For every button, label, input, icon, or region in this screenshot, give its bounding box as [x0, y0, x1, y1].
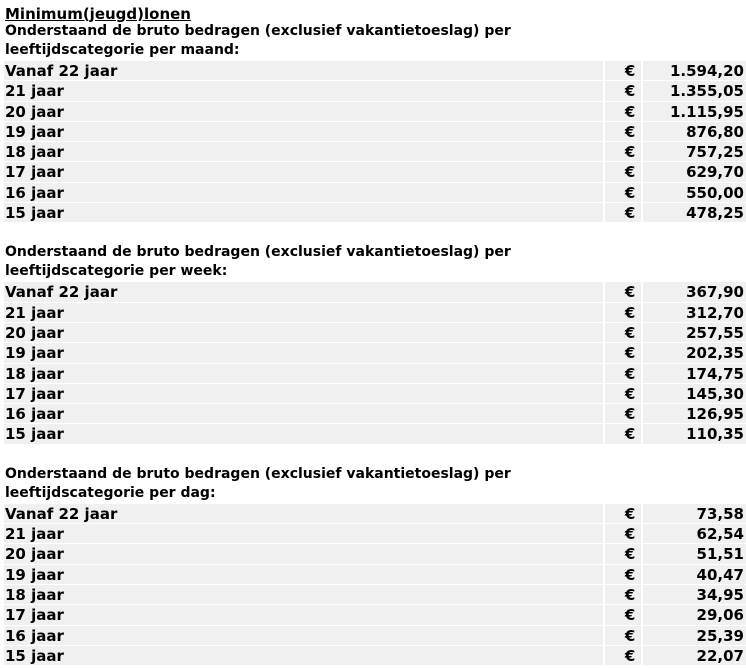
- amount-cell: 29,06: [643, 604, 746, 624]
- amount-cell: 757,25: [643, 141, 746, 161]
- table-row: [4, 182, 746, 202]
- wage-table: [4, 60, 746, 222]
- currency-cell: €: [605, 383, 641, 403]
- table-row: [4, 423, 746, 443]
- amount-cell: 1.115,95: [643, 101, 746, 121]
- currency-cell: €: [605, 281, 641, 301]
- amount-cell: 110,35: [643, 423, 746, 443]
- age-cell: Vanaf 22 jaar: [4, 60, 603, 80]
- age-cell: 18 jaar: [4, 584, 603, 604]
- currency-cell: €: [605, 182, 641, 202]
- amount-cell: 22,07: [643, 645, 746, 665]
- table-row: [4, 101, 746, 121]
- section-description-line: leeftijdscategorie per dag:: [5, 484, 216, 501]
- currency-cell: €: [605, 604, 641, 624]
- age-cell: 17 jaar: [4, 161, 603, 181]
- age-cell: 20 jaar: [4, 543, 603, 563]
- section-description-line: Onderstaand de bruto bedragen (exclusief vakantietoeslag) per: [5, 465, 511, 482]
- currency-cell: €: [605, 403, 641, 423]
- page-title: Minimum(jeugd)lonen: [5, 5, 191, 23]
- age-cell: 17 jaar: [4, 604, 603, 624]
- age-cell: 17 jaar: [4, 383, 603, 403]
- amount-cell: 174,75: [643, 363, 746, 383]
- currency-cell: €: [605, 625, 641, 645]
- age-cell: 21 jaar: [4, 523, 603, 543]
- table-row: [4, 363, 746, 383]
- amount-cell: 876,80: [643, 121, 746, 141]
- amount-cell: 40,47: [643, 564, 746, 584]
- amount-cell: 629,70: [643, 161, 746, 181]
- table-row: [4, 523, 746, 543]
- currency-cell: €: [605, 503, 641, 523]
- table-row: [4, 604, 746, 624]
- section-description: [4, 22, 746, 60]
- section-weekly: [4, 243, 746, 443]
- amount-cell: 62,54: [643, 523, 746, 543]
- amount-cell: 34,95: [643, 584, 746, 604]
- table-row: [4, 302, 746, 322]
- currency-cell: €: [605, 101, 641, 121]
- amount-cell: 126,95: [643, 403, 746, 423]
- amount-cell: 257,55: [643, 322, 746, 342]
- age-cell: 19 jaar: [4, 121, 603, 141]
- age-cell: 16 jaar: [4, 625, 603, 645]
- table-row: [4, 161, 746, 181]
- table-row: [4, 584, 746, 604]
- amount-cell: 1.355,05: [643, 80, 746, 100]
- section-description-line: Onderstaand de bruto bedragen (exclusief vakantietoeslag) per: [5, 244, 511, 261]
- currency-cell: €: [605, 564, 641, 584]
- section-description-line: Onderstaand de bruto bedragen (exclusief vakantietoeslag) per: [5, 23, 511, 39]
- age-cell: 18 jaar: [4, 363, 603, 383]
- table-row: [4, 564, 746, 584]
- section-spacer: [4, 444, 746, 465]
- table-row: [4, 281, 746, 301]
- currency-cell: €: [605, 523, 641, 543]
- table-row: [4, 202, 746, 222]
- section-daily: [4, 465, 746, 665]
- currency-cell: €: [605, 363, 641, 383]
- currency-cell: €: [605, 60, 641, 80]
- wage-table: [4, 281, 746, 443]
- amount-cell: 312,70: [643, 302, 746, 322]
- currency-cell: €: [605, 322, 641, 342]
- age-cell: Vanaf 22 jaar: [4, 281, 603, 301]
- section-spacer: [4, 222, 746, 243]
- amount-cell: 202,35: [643, 342, 746, 362]
- amount-cell: 367,90: [643, 281, 746, 301]
- amount-cell: 145,30: [643, 383, 746, 403]
- age-cell: 20 jaar: [4, 101, 603, 121]
- table-row: [4, 503, 746, 523]
- age-cell: 15 jaar: [4, 645, 603, 665]
- currency-cell: €: [605, 584, 641, 604]
- currency-cell: €: [605, 645, 641, 665]
- age-cell: 18 jaar: [4, 141, 603, 161]
- age-cell: 21 jaar: [4, 80, 603, 100]
- table-row: [4, 625, 746, 645]
- amount-cell: 550,00: [643, 182, 746, 202]
- currency-cell: €: [605, 121, 641, 141]
- age-cell: Vanaf 22 jaar: [4, 503, 603, 523]
- currency-cell: €: [605, 423, 641, 443]
- table-row: [4, 645, 746, 665]
- currency-cell: €: [605, 202, 641, 222]
- table-row: [4, 141, 746, 161]
- section-description: [4, 465, 746, 503]
- age-cell: 15 jaar: [4, 202, 603, 222]
- age-cell: 16 jaar: [4, 403, 603, 423]
- age-cell: 19 jaar: [4, 342, 603, 362]
- currency-cell: €: [605, 80, 641, 100]
- amount-cell: 478,25: [643, 202, 746, 222]
- wage-document: [4, 6, 746, 665]
- age-cell: 15 jaar: [4, 423, 603, 443]
- table-row: [4, 543, 746, 563]
- table-row: [4, 121, 746, 141]
- section-description: [4, 243, 746, 281]
- currency-cell: €: [605, 342, 641, 362]
- table-row: [4, 403, 746, 423]
- table-row: [4, 322, 746, 342]
- section-description-line: leeftijdscategorie per maand:: [5, 42, 240, 58]
- amount-cell: 51,51: [643, 543, 746, 563]
- currency-cell: €: [605, 302, 641, 322]
- table-row: [4, 342, 746, 362]
- currency-cell: €: [605, 543, 641, 563]
- amount-cell: 73,58: [643, 503, 746, 523]
- age-cell: 19 jaar: [4, 564, 603, 584]
- age-cell: 20 jaar: [4, 322, 603, 342]
- wage-table: [4, 503, 746, 665]
- amount-cell: 1.594,20: [643, 60, 746, 80]
- currency-cell: €: [605, 161, 641, 181]
- currency-cell: €: [605, 141, 641, 161]
- amount-cell: 25,39: [643, 625, 746, 645]
- age-cell: 21 jaar: [4, 302, 603, 322]
- table-row: [4, 60, 746, 80]
- table-row: [4, 383, 746, 403]
- table-row: [4, 80, 746, 100]
- age-cell: 16 jaar: [4, 182, 603, 202]
- section-description-line: leeftijdscategorie per week:: [5, 263, 228, 280]
- section-monthly: [4, 22, 746, 222]
